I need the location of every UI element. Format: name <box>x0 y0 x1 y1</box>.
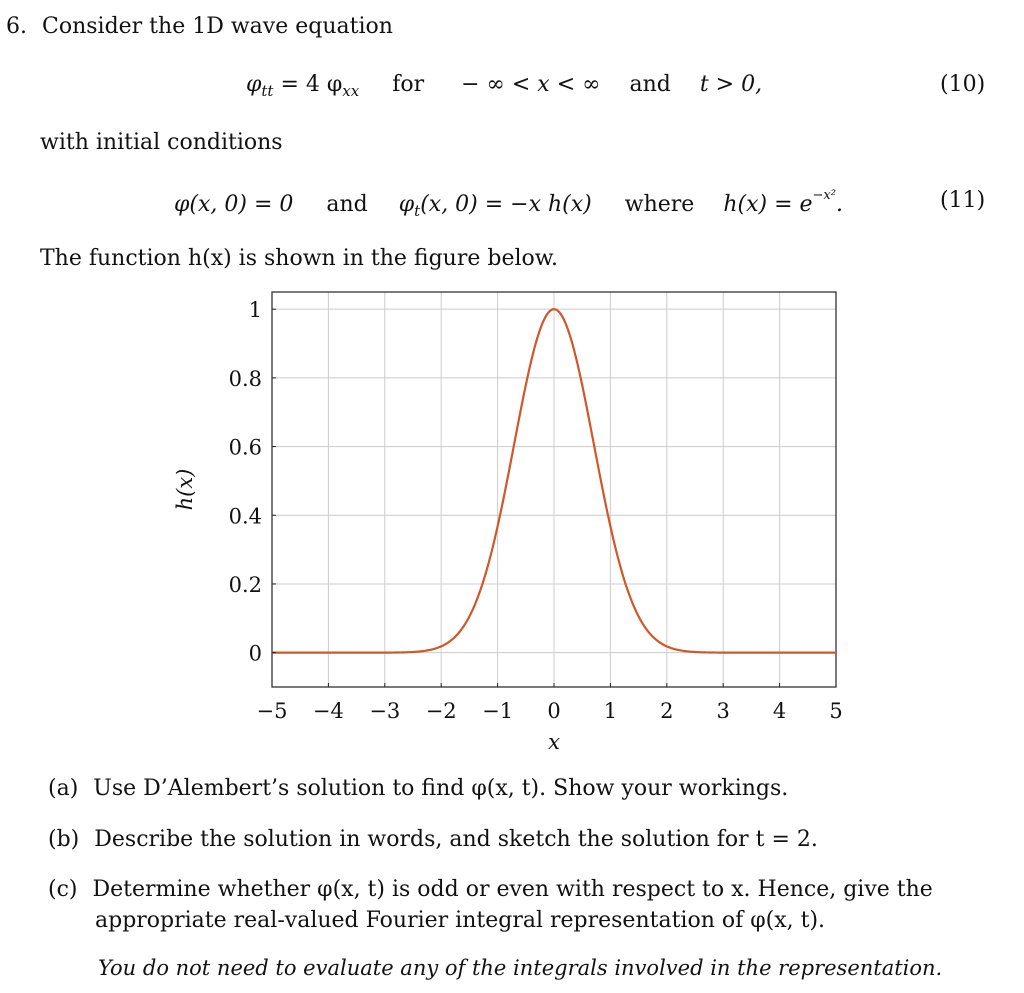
eq10-lhs-sub: tt <box>261 82 274 100</box>
problem-number: 6. <box>6 14 27 39</box>
y-axis-label: h(x) <box>173 468 197 511</box>
eq10-rhs-sub: xx <box>342 82 360 100</box>
eq10-lhs: φ <box>246 72 262 97</box>
part-c-line2: appropriate real-valued Fourier integral representation of φ(x, t). <box>95 908 826 933</box>
problem-intro: Consider the 1D wave equation <box>42 14 393 39</box>
part-c-text-line1: Determine whether φ(x, t) is odd or even with respect to x. Hence, give the <box>92 877 933 902</box>
part-c-label: (c) <box>48 877 78 902</box>
h-function-chart <box>160 280 860 750</box>
figure-intro: The function h(x) is shown in the figure below. <box>40 246 558 271</box>
eq11-h-end: . <box>835 192 843 217</box>
eq10-and: and <box>629 72 671 97</box>
x-axis-label: x <box>548 730 560 750</box>
eq11-where: where <box>624 192 695 217</box>
x-tick-label: 0 <box>547 699 561 723</box>
ic-intro: with initial conditions <box>40 130 283 155</box>
chart-ticks <box>229 298 843 723</box>
eq11-second-rest: (x, 0) = −x h(x) <box>420 192 592 217</box>
part-b-text: Describe the solution in words, and sketch the solution for t = 2. <box>94 827 818 852</box>
equation-11 <box>174 188 843 220</box>
chart-grid <box>272 292 836 687</box>
x-tick-label: −4 <box>312 699 344 723</box>
part-c <box>48 877 933 902</box>
x-tick-label: −3 <box>369 699 401 723</box>
part-b <box>48 827 818 852</box>
y-tick-label: 0.8 <box>228 366 262 391</box>
y-tick-label: 1 <box>248 298 262 323</box>
y-tick-label: 0.2 <box>228 572 262 597</box>
x-tick-label: 4 <box>772 699 787 723</box>
part-a-label: (a) <box>48 776 79 801</box>
eq10-domain: − ∞ < x < ∞ <box>461 72 601 97</box>
eq11-h-exponent: −x² <box>812 188 836 203</box>
x-tick-label: −5 <box>256 699 288 723</box>
part-a-text: Use D’Alembert’s solution to find φ(x, t). Show your workings. <box>93 776 789 801</box>
x-tick-label: 3 <box>716 699 730 723</box>
problem-heading <box>6 14 393 39</box>
part-b-label: (b) <box>48 827 80 852</box>
y-tick-label: 0.4 <box>228 504 262 529</box>
part-a <box>48 776 788 801</box>
eq10-equals: = 4 φ <box>280 72 343 97</box>
x-tick-label: −1 <box>482 699 514 723</box>
x-tick-label: 2 <box>660 699 674 723</box>
y-tick-label: 0.6 <box>228 435 262 460</box>
x-tick-label: 1 <box>603 699 618 723</box>
eq11-phi: φ <box>398 192 415 217</box>
equation-11-number: (11) <box>940 188 986 213</box>
eq11-first: φ(x, 0) = 0 <box>174 192 294 217</box>
equation-10-number: (10) <box>940 72 986 97</box>
y-tick-label: 0 <box>248 641 262 666</box>
eq10-for: for <box>392 72 425 97</box>
eq11-h-def: h(x) = e <box>723 192 813 217</box>
eq10-time-cond: t > 0, <box>699 72 763 97</box>
eq11-and: and <box>326 192 368 217</box>
x-tick-label: −2 <box>425 699 457 723</box>
x-tick-label: 5 <box>829 699 843 723</box>
note-text: You do not need to evaluate any of the integrals involved in the representation. <box>98 956 943 980</box>
equation-10 <box>246 72 762 100</box>
eq11-sub: t <box>414 202 421 220</box>
